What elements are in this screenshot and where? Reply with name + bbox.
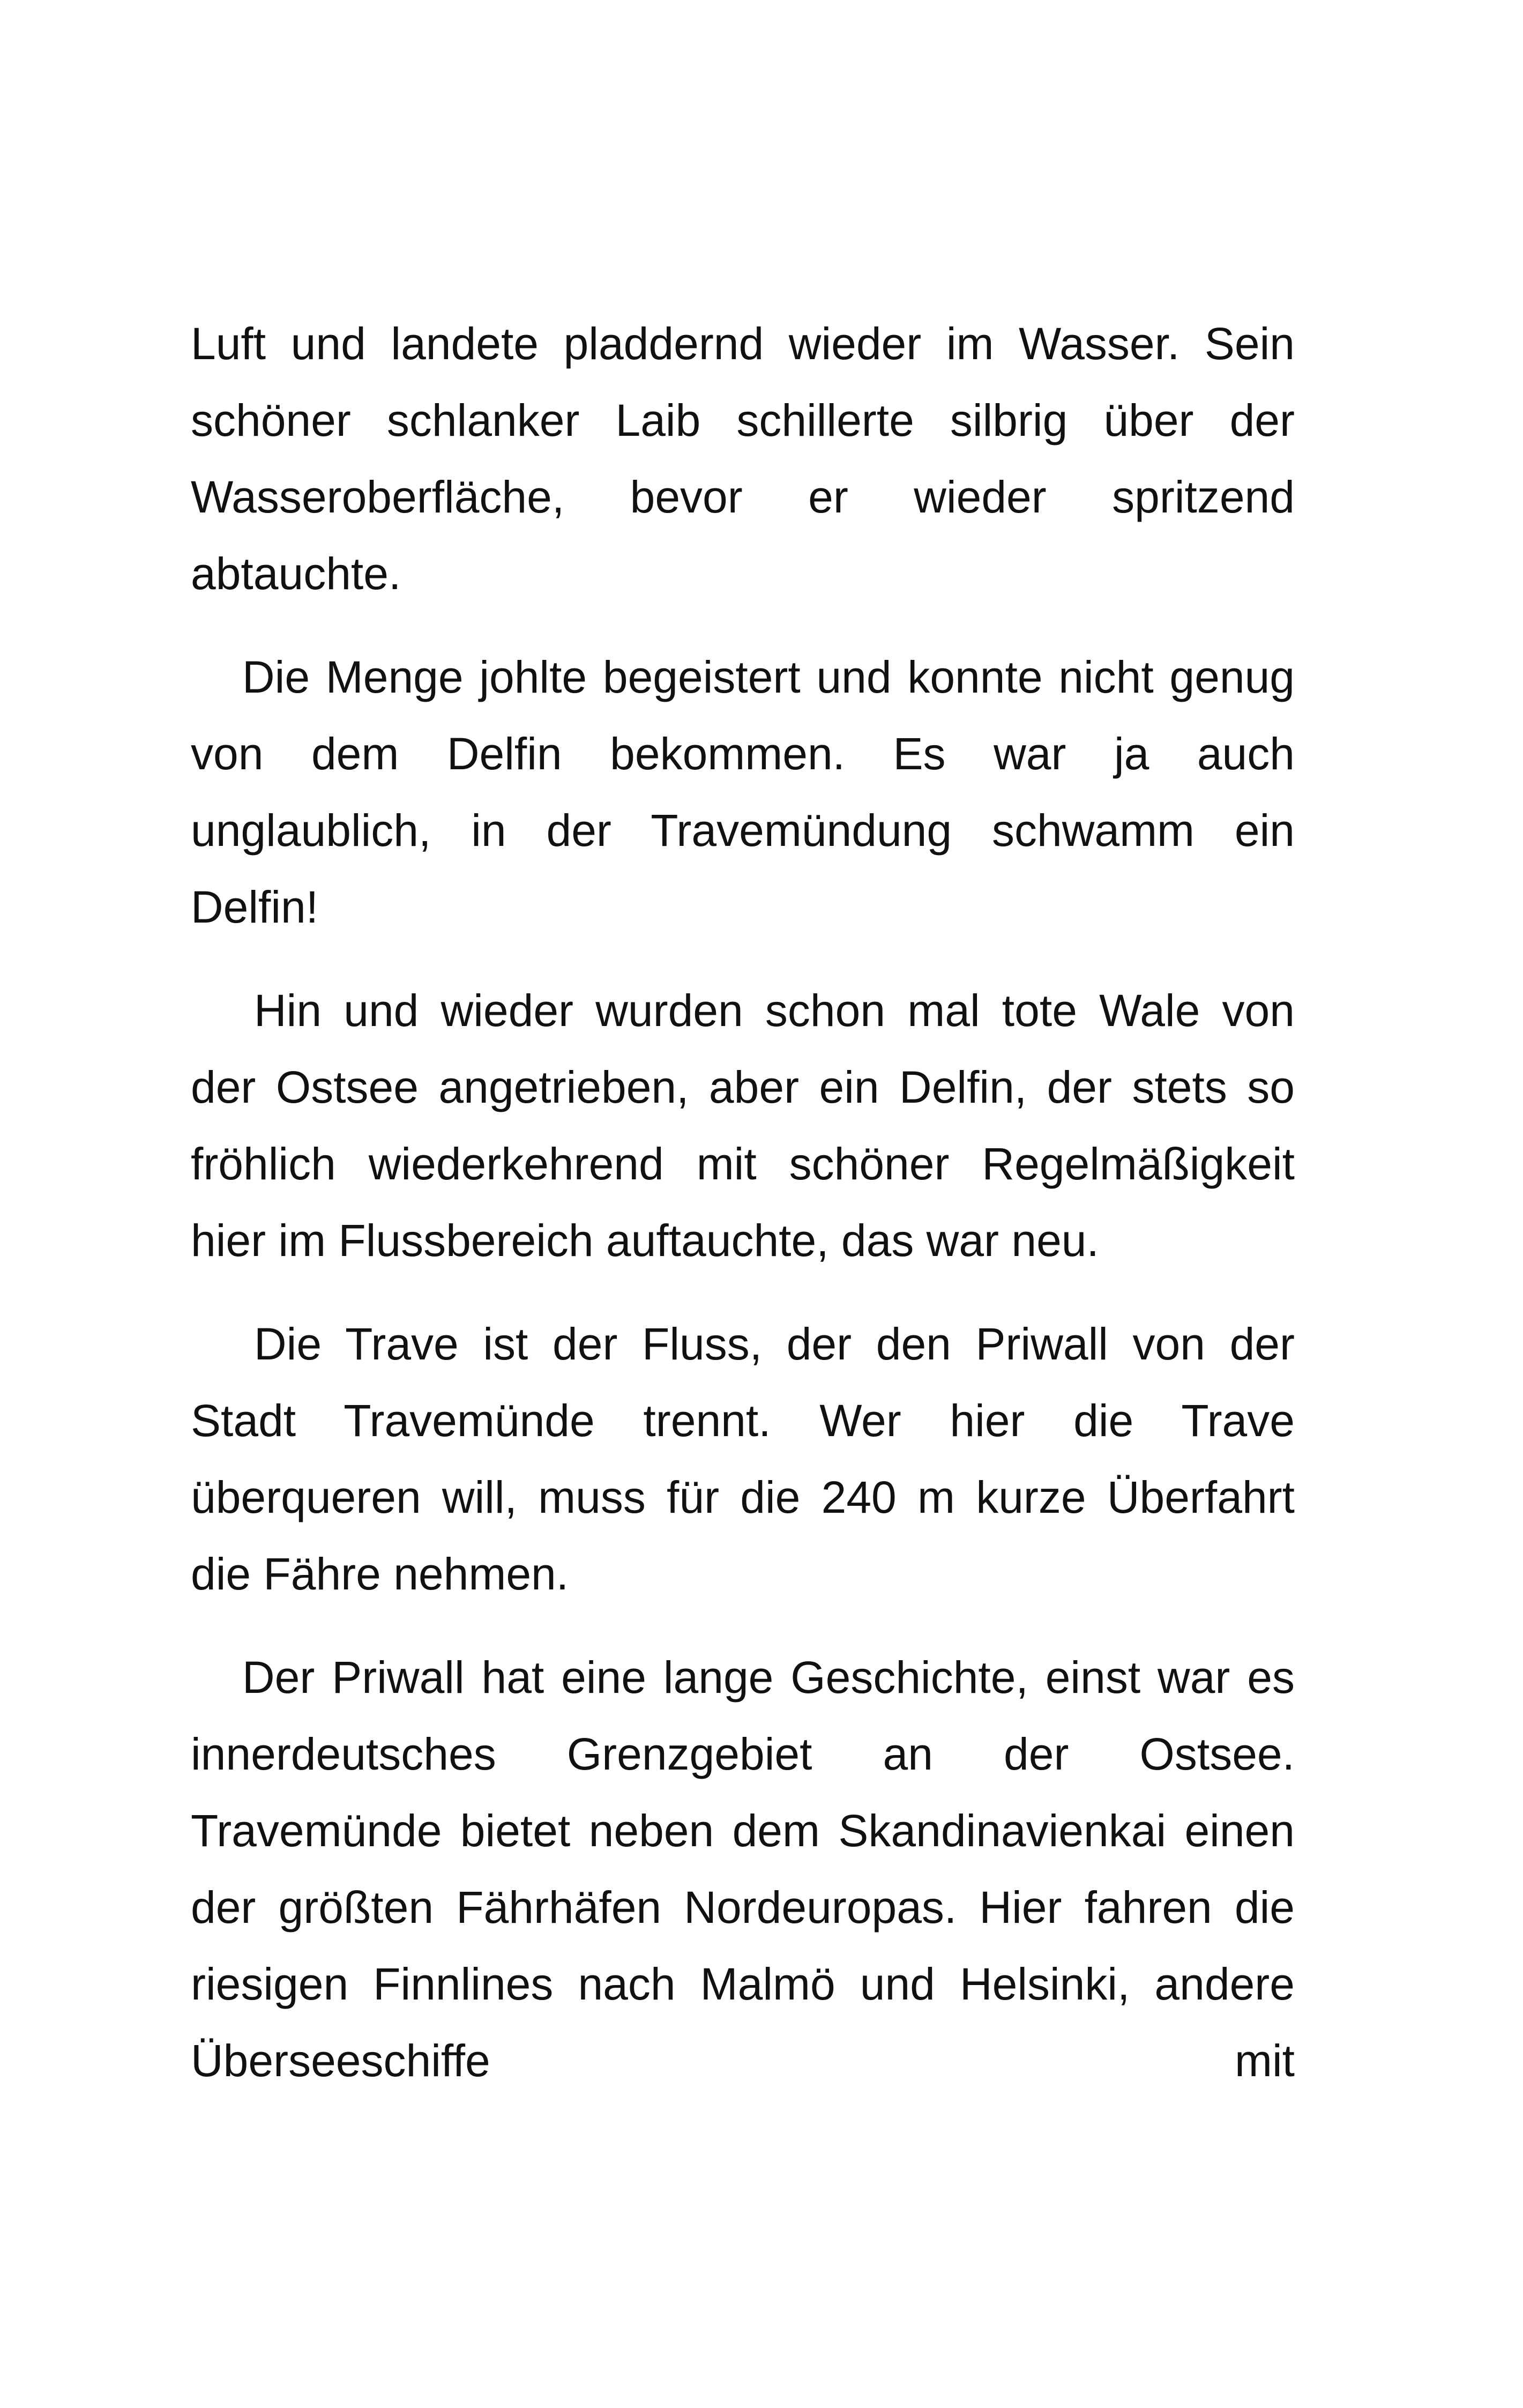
paragraph-4: Die Trave ist der Fluss, der den Priwall von der Stadt Travemünde trennt. Wer hier die Trave überqueren will, muss für die 240 m kurze Überfahrt die Fähre nehmen. (191, 1319, 1295, 1599)
paragraph-2: Die Menge johlte begeistert und konnte nicht genug von dem Delfin bekommen. Es war ja auch unglaublich, in der Travemündung schwamm ein Delfin! (191, 652, 1295, 932)
body-text (191, 306, 1295, 2099)
paragraph-3: Hin und wieder wurden schon mal tote Wale von der Ostsee angetrieben, aber ein Delfin, der stets so fröhlich wiederkehrend mit schöner Regelmäßigkeit hier im Flussbereich auftauchte, das war neu. (191, 985, 1295, 1266)
paragraph-1: Luft und landete pladdernd wieder im Wasser. Sein schöner schlanker Laib schillerte silbrig über der Wasseroberfläche, bevor er wieder spritzend abtauchte. (191, 318, 1295, 599)
paragraph-5: Der Priwall hat eine lange Geschichte, einst war es innerdeutsches Grenzgebiet an der Ostsee. Travemünde bietet neben dem Skandinavienkai einen der größten Fährhäfen Nordeuropas. Hier fahren die riesigen Finnlines nach Malmö und Helsinki, andere Überseeschiffe mit (191, 1652, 1295, 2086)
